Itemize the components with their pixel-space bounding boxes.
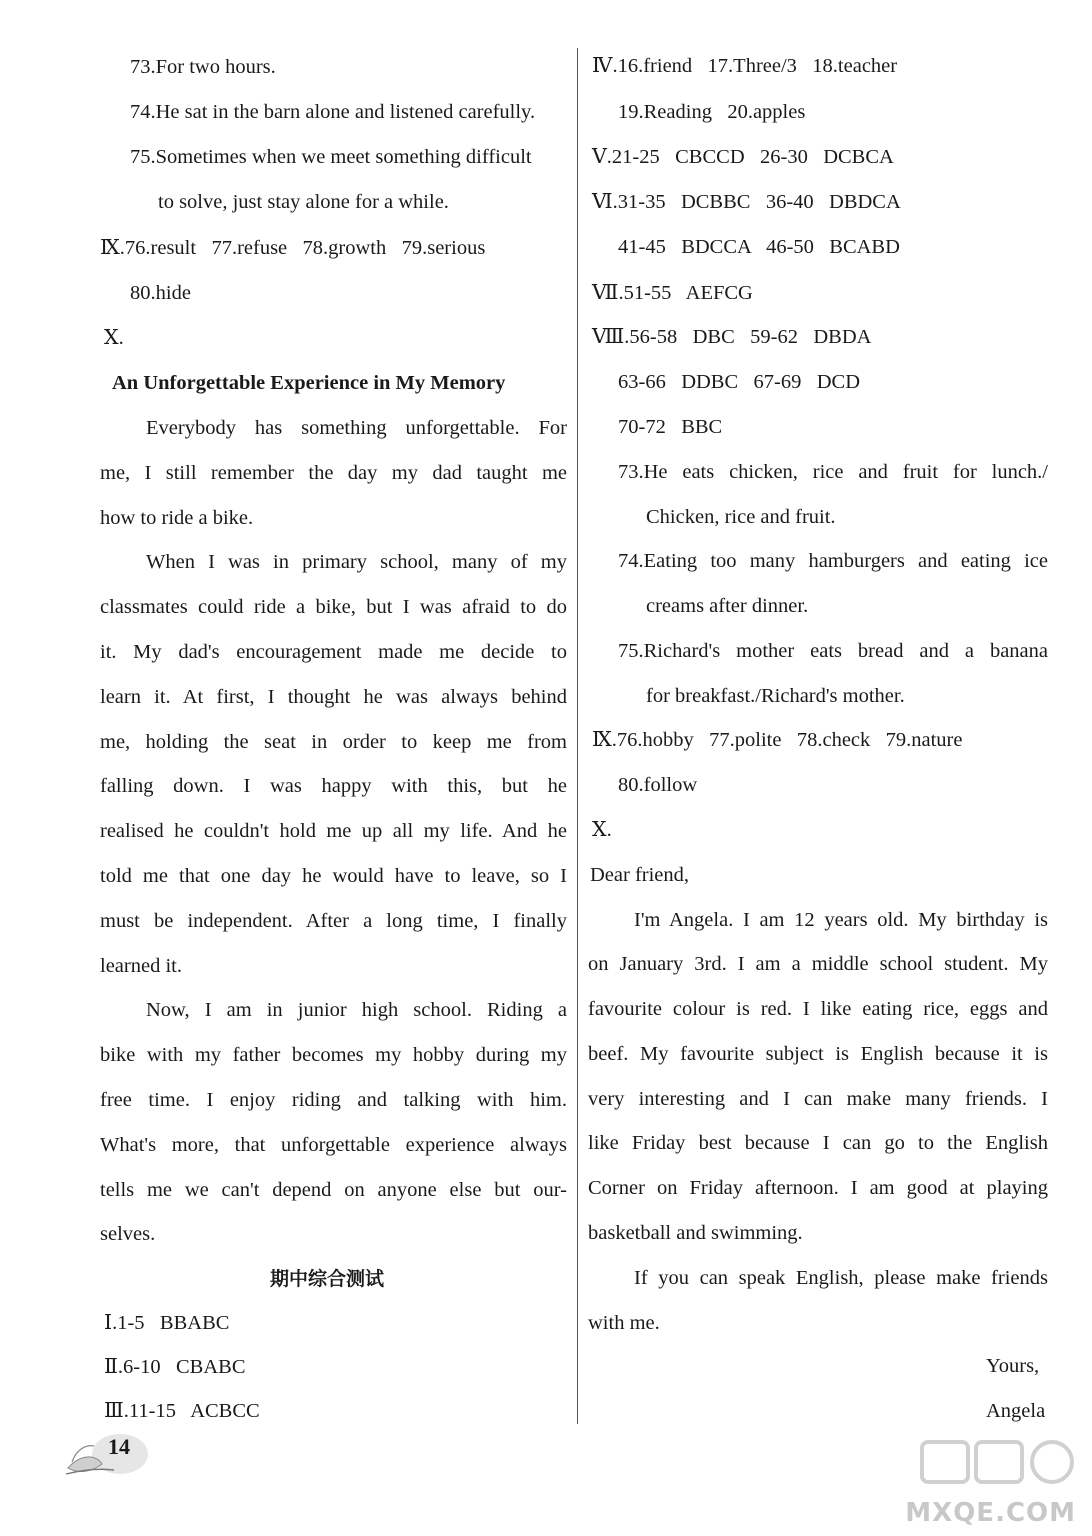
page-number: 14 [108,1434,130,1459]
answer-73: 73.He eats chicken, rice and fruit for lunch./ [618,461,1048,483]
answers-section-i: Ⅰ.1-5 BBABC [104,1312,230,1334]
essay-line: What's more, that unforgettable experience always [100,1134,567,1156]
letter-line: If you can speak English, please make friends [634,1267,1048,1289]
answers-section-ii: Ⅱ.6-10 CBABC [104,1356,246,1378]
answer-74: 74.Eating too many hamburgers and eating ice [618,550,1048,572]
section-ix-answers: Ⅸ.76.result 77.refuse 78.growth 79.serious [100,237,486,259]
essay-line: must be independent. After a long time, I finally [100,910,567,932]
section-vii-answers: Ⅶ.51-55 AEFCG [592,282,753,304]
answer-75-cont: for breakfast./Richard's mother. [646,685,905,707]
section-iv-answers: Ⅳ.16.friend 17.Three/3 18.teacher [592,55,898,77]
section-vi-answers: Ⅵ.31-35 DCBBC 36-40 DBDCA [592,191,901,213]
section-v-answers: Ⅴ.21-25 CBCCD 26-30 DCBCA [592,146,894,168]
essay-line: falling down. I was happy with this, but he [100,775,567,797]
section-ix-answer-80: 80.hide [130,282,191,304]
letter-line: basketball and swimming. [588,1222,803,1244]
letter-line: very interesting and I can make many friends. I [588,1088,1048,1110]
essay-line: how to ride a bike. [100,507,254,529]
section-viii-answers-cont2: 70-72 BBC [618,416,723,438]
essay-line: learn it. At first, I thought he was always behind [100,686,567,708]
letter-signature: Angela [986,1400,1046,1422]
answer-73-cont: Chicken, rice and fruit. [646,506,836,528]
column-divider [577,48,578,1424]
essay-title: An Unforgettable Experience in My Memory [112,372,506,394]
essay-line: learned it. [100,955,182,977]
answer-74: 74.He sat in the barn alone and listened carefully. [130,101,536,123]
answers-section-iii: Ⅲ.11-15 ACBCC [104,1400,260,1422]
letter-line: on January 3rd. I am a middle school student. My [588,953,1048,975]
essay-line: free time. I enjoy riding and talking with him. [100,1089,567,1111]
letter-line: I'm Angela. I am 12 years old. My birthday is [634,909,1048,931]
letter-line: like Friday best because I can go to the English [588,1132,1048,1154]
essay-line: told me that one day he would have to leave, so I [100,865,567,887]
essay-line: realised he couldn't hold me up all my life. And he [100,820,567,842]
essay-line: When I was in primary school, many of my [146,551,567,573]
section-vi-answers-cont: 41-45 BDCCA 46-50 BCABD [618,236,900,258]
section-x-label: Ⅹ. [592,819,612,841]
essay-line: bike with my father becomes my hobby during my [100,1044,567,1066]
essay-line: selves. [100,1223,156,1245]
letter-line: favourite colour is red. I like eating rice, eggs and [588,998,1048,1020]
section-viii-answers: Ⅷ.56-58 DBC 59-62 DBDA [592,326,872,348]
section-x-label: Ⅹ. [104,327,124,349]
letter-closing: Yours, [986,1355,1040,1377]
letter-line: beef. My favourite subject is English because it is [588,1043,1048,1065]
section-iv-answers-cont: 19.Reading 20.apples [618,101,806,123]
leaf-icon [62,1424,152,1484]
section-ix-answer-80: 80.follow [618,774,698,796]
essay-line: classmates could ride a bike, but I was afraid to do [100,596,567,618]
essay-line: Now, I am in junior high school. Riding a [146,999,567,1021]
essay-line: tells me we can't depend on anyone else but our- [100,1179,567,1201]
answer-75-line1: 75.Sometimes when we meet something difficult [130,146,532,168]
essay-line: me, I still remember the day my dad taught me [100,462,567,484]
section-viii-answers-cont: 63-66 DDBC 67-69 DCD [618,371,861,393]
answer-75: 75.Richard's mother eats bread and a banana [618,640,1048,662]
letter-line: Corner on Friday afternoon. I am good at playing [588,1177,1048,1199]
essay-line: it. My dad's encouragement made me decide to [100,641,567,663]
answer-75-line2: to solve, just stay alone for a while. [158,191,449,213]
section-ix-answers: Ⅸ.76.hobby 77.polite 78.check 79.nature [592,729,963,751]
answer-74-cont: creams after dinner. [646,595,809,617]
section-heading-midterm: 期中综合测试 [270,1268,385,1290]
answer-73: 73.For two hours. [130,56,276,78]
watermark-text: MXQE.COM [905,1498,1076,1528]
essay-line: Everybody has something unforgettable. For [146,417,567,439]
essay-line: me, holding the seat in order to keep me from [100,731,567,753]
letter-line: with me. [588,1312,660,1334]
letter-greeting: Dear friend, [590,864,690,886]
